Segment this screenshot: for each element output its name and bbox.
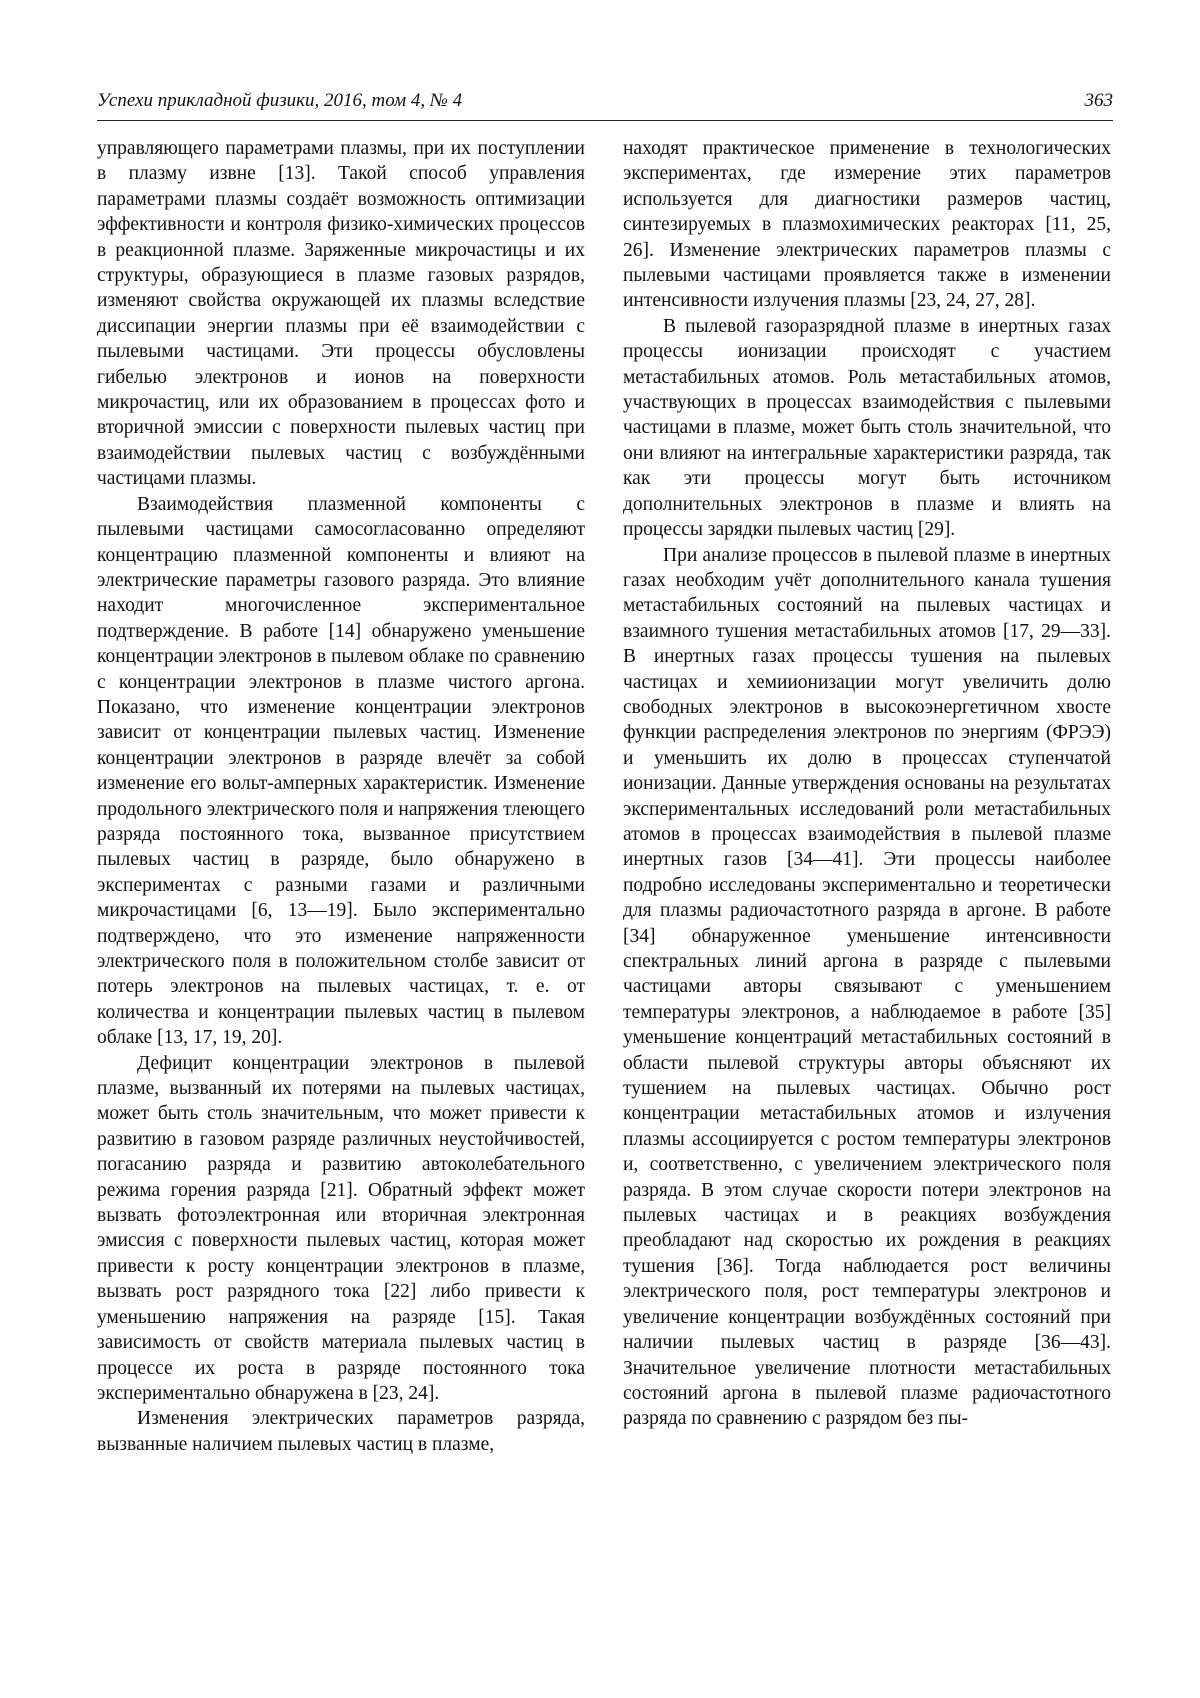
paragraph: Изменения электрических параметров разряда, вызванные наличием пылевых частиц в плазме, bbox=[97, 1408, 585, 1455]
paragraph: Дефицит концентрации электронов в пылевой плазме, вызванный их потерями на пылевых частицах, может быть столь значительным, что может привести к развитию в газовом разряде различных неустойчивостей, погасанию разряда и развитию автоколебательного режима горения разряда [21]. Обратный эффект может вызвать фотоэлектронная или вторичная электронная эмиссия с поверхности пылевых частиц, которая может привести к росту концентрации электронов в плазме, вызвать рост разрядного тока [22] либо привести к уменьшению напряжения на разряде [15]. Такая зависимость от свойств материала пылевых частиц в процессе их роста в разряде постоянного тока экспериментально обнаружена в [23, 24]. bbox=[97, 1052, 585, 1404]
paragraph: управляющего параметрами плазмы, при их поступлении в плазму извне [13]. Такой способ управления параметрами плазмы создаёт возможность оптимизации эффективности и контроля физико-химических процессов в реакционной плазме. Заряженные микрочастицы и их структуры, образующиеся в плазме газовых разрядов, изменяют свойства окружающей их плазмы вследствие диссипации энергии плазмы при её взаимодействии с пылевыми частицами. Эти процессы обусловлены гибелью электронов и ионов на поверхности микрочастиц, или их образованием в процессах фото и вторичной эмиссии с поверхности пылевых частиц при взаимодействии пылевых частиц с возбуждёнными частицами плазмы. bbox=[97, 138, 585, 490]
journal-citation: Успехи прикладной физики, 2016, том 4, № 4 bbox=[97, 90, 463, 111]
running-header bbox=[97, 90, 1113, 121]
right-column bbox=[623, 136, 1111, 1432]
paragraph: В пылевой газоразрядной плазме в инертных газах процессы ионизации происходят с участием метастабильных атомов. Роль метастабильных атомов, участвующих в процессах взаимодействия с пылевыми частицами в плазме, может быть столь значительной, что они влияют на интегральные характеристики разряда, так как эти процессы могут быть источником дополнительных электронов в плазме и влиять на процессы зарядки пылевых частиц [29]. bbox=[623, 315, 1111, 541]
paragraph: Взаимодействия плазменной компоненты с пылевыми частицами самосогласованно определяют концентрацию плазменной компоненты и влияют на электрические параметры газового разряда. Это влияние находит многочисленное экспериментальное подтверждение. В работе [14] обнаружено уменьшение концентрации электронов в пылевом облаке по сравнению с концентрации электронов в плазме чистого аргона. Показано, что изменение концентрации электронов зависит от концентрации пылевых частиц. Изменение концентрации электронов в разряде влечёт за собой изменение его вольт-амперных характеристик. Изменение продольного электрического поля и напряжения тлеющего разряда постоянного тока, вызванное присутствием пылевых частиц в разряде, было обнаружено в экспериментах с разными газами и различными микрочастицами [6, 13—19]. Было экспериментально подтверждено, что это изменение напряженности электрического поля в положительном столбе зависит от потерь электронов на пылевых частицах, т. е. от количества и концентрации пылевых частиц в пылевом облаке [13, 17, 19, 20]. bbox=[97, 493, 585, 1049]
paragraph: находят практическое применение в технологических экспериментах, где измерение этих параметров используется для диагностики размеров частиц, синтезируемых в плазмохимических реакторах [11, 25, 26]. Изменение электрических параметров плазмы с пылевыми частицами проявляется также в изменении интенсивности излучения плазмы [23, 24, 27, 28]. bbox=[623, 138, 1111, 312]
paragraph: При анализе процессов в пылевой плазме в инертных газах необходим учёт дополнительного канала тушения метастабильных состояний на пылевых частицах и взаимного тушения метастабильных атомов [17, 29—33]. В инертных газах процессы тушения на пылевых частицах и хемиионизации могут увеличить долю свободных электронов в высокоэнергетичном хвосте функции распределения электронов по энергиям (ФРЭЭ) и уменьшить их долю в процессах ступенчатой ионизации. Данные утверждения основаны на результатах экспериментальных исследований роли метастабильных атомов в процессах взаимодействия в пылевой плазме инертных газов [34—41]. Эти процессы наиболее подробно исследованы экспериментально и теоретически для плазмы радиочастотного разряда в аргоне. В работе [34] обнаруженное уменьшение интенсивности спектральных линий аргона в разряде с пылевыми частицами авторы связывают с уменьшением температуры электронов, а наблюдаемое в работе [35] уменьшение концентраций метастабильных состояний в области пылевой структуры авторы объясняют их тушением на пылевых частицах. Обычно рост концентрации метастабильных атомов и излучения плазмы ассоциируется с ростом температуры электронов и, соответственно, с увеличением электрического поля разряда. В этом случае скорости потери электронов на пылевых частицах и в реакциях возбуждения преобладают над скоростью их рождения в реакциях тушения [36]. Тогда наблюдается рост величины электрического поля, рост температуры электронов и увеличение концентрации возбуждённых состояний при наличии пылевых частиц в разряде [36—43]. Значительное увеличение плотности метастабильных состояний аргона в пылевой плазме радиочастотного разряда по сравнению с разрядом без пы- bbox=[623, 544, 1111, 1430]
page-number: 363 bbox=[1084, 90, 1113, 111]
left-column bbox=[97, 136, 585, 1457]
